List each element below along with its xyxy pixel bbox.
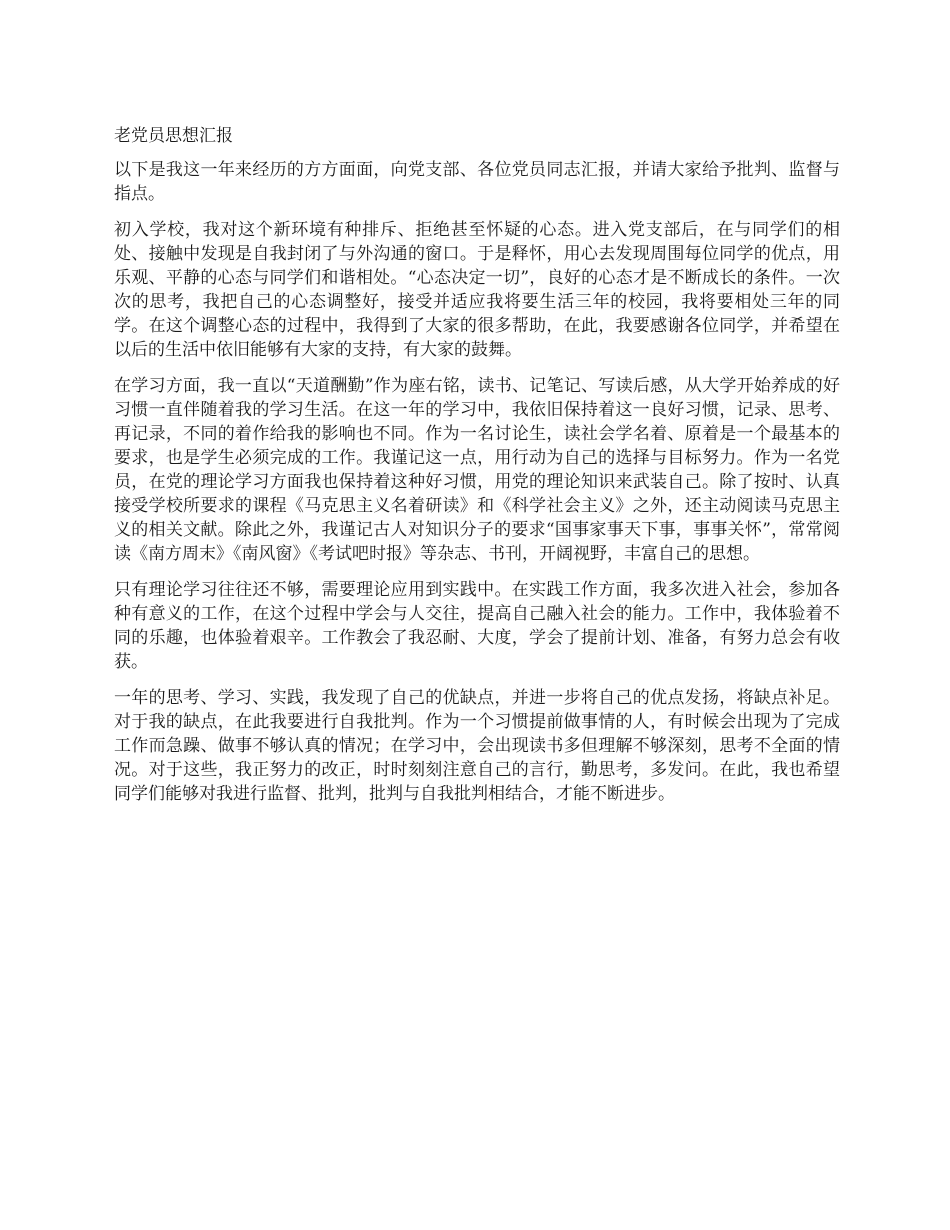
paragraph-intro: 以下是我这一年来经历的方方面面，向党支部、各位党员同志汇报，并请大家给予批判、监督与指点。: [114, 160, 840, 204]
document-body: [114, 124, 840, 818]
paragraph-study: 在学习方面，我一直以“天道酬勤”作为座右铭，读书、记笔记、写读后感，从大学开始养成的好习惯一直伴随着我的学习生活。在这一年的学习中，我依旧保持着这一良好习惯，记录、思考、再记录，不同的着作给我的影响也不同。作为一名讨论生，读社会学名着、原着是一个最基本的要求，也是学生必须完成的工作。我谨记这一点，用行动为自己的选择与目标努力。作为一名党员，在党的理论学习方面我也保持着这种好习惯，用党的理论知识来武装自己。除了按时、认真接受学校所要求的课程《马克思主义名着研读》和《科学社会主义》之外，还主动阅读马克思主义的相关文献。除此之外，我谨记古人对知识分子的要求“国事家事天下事，事事关怀”，常常阅读《南方周末》《南风窗》《考试吧时报》等杂志、书刊，开阔视野，丰富自己的思想。: [114, 376, 840, 564]
paragraph-practice: 只有理论学习往往还不够，需要理论应用到实践中。在实践工作方面，我多次进入社会，参加各种有意义的工作，在这个过程中学会与人交往，提高自己融入社会的能力。工作中，我体验着不同的乐趣，也体验着艰辛。工作教会了我忍耐、大度，学会了提前计划、准备，有努力总会有收获。: [114, 580, 840, 672]
paragraph-mindset: 初入学校，我对这个新环境有种排斥、拒绝甚至怀疑的心态。进入党支部后，在与同学们的相处、接触中发现是自我封闭了与外沟通的窗口。于是释怀，用心去发现周围每位同学的优点，用乐观、平静的心态与同学们和谐相处。“心态决定一切”，良好的心态才是不断成长的条件。一次次的思考，我把自己的心态调整好，接受并适应我将要生活三年的校园，我将要相处三年的同学。在这个调整心态的过程中，我得到了大家的很多帮助，在此，我要感谢各位同学，并希望在以后的生活中依旧能够有大家的支持，有大家的鼓舞。: [114, 220, 840, 360]
paragraph-self-criticism: 一年的思考、学习、实践，我发现了自己的优缺点，并进一步将自己的优点发扬，将缺点补足。对于我的缺点，在此我要进行自我批判。作为一个习惯提前做事情的人，有时候会出现为了完成工作而急躁、做事不够认真的情况；在学习中，会出现读书多但理解不够深刻，思考不全面的情况。对于这些，我正努力的改正，时时刻刻注意自己的言行，勤思考，多发问。在此，我也希望同学们能够对我进行监督、批判，批判与自我批判相结合，才能不断进步。: [114, 688, 840, 804]
document-title: 老党员思想汇报: [114, 126, 233, 146]
